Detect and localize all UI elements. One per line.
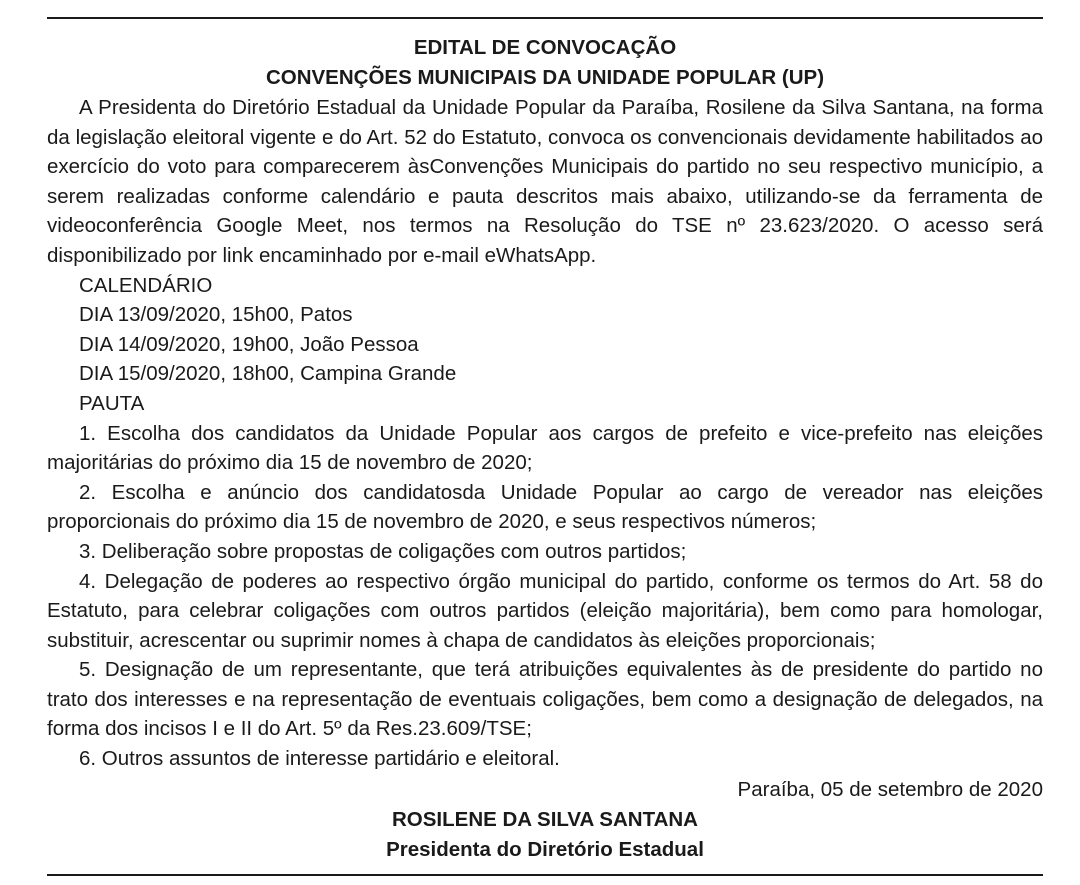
signer-title: Presidenta do Diretório Estadual (386, 837, 704, 861)
notice-document (47, 33, 1043, 865)
calendar-item-2: DIA 14/09/2020, 19h00, João Pessoa (79, 332, 419, 356)
calendar-heading: CALENDÁRIO (79, 273, 213, 297)
notice-subtitle: CONVENÇÕES MUNICIPAIS DA UNIDADE POPULAR (UP) (265, 66, 825, 89)
notice-title: EDITAL DE CONVOCAÇÃO (413, 36, 677, 59)
intro-paragraph: A Presidenta do Diretório Estadual da Unidade Popular da Paraíba, Rosilene da Silva Santana, na forma da legislação eleitoral vigente e do Art. 52 do Estatuto, convoca os convencionais devidamente habilitados ao exercício do voto para comparecerem àsConvenções Municipais do partido no seu respectivo município, a serem realizadas conforme calendário e pauta descritos mais abaixo, utilizando-se da ferramenta de videoconferência Google Meet, nos termos na Resolução do TSE nº 23.623/2020. O acesso será disponibilizado por link encaminhado por e-mail eWhatsApp. (47, 96, 1043, 267)
calendar-item-1: DIA 13/09/2020, 15h00, Patos (79, 303, 353, 327)
agenda-item-6: 6. Outros assuntos de interesse partidário e eleitoral. (79, 747, 560, 771)
agenda-item-4: 4. Delegação de poderes ao respectivo órgão municipal do partido, conforme os termos do Art. 58 do Estatuto, para celebrar coligações com outros partidos (eleição majoritária), bem como para homologar, substituir, acrescentar ou suprimir nomes à chapa de candidatos às eleições proporcionais; (47, 569, 1043, 652)
top-rule (47, 17, 1043, 19)
agenda-item-5: 5. Designação de um representante, que terá atribuições equivalentes às de presidente do partido no trato dos interesses e na representação de eventuais coligações, bem como a designação de delegados, na forma dos incisos I e II do Art. 5º da Res.23.609/TSE; (47, 658, 1043, 741)
calendar-item-3: DIA 15/09/2020, 18h00, Campina Grande (79, 362, 457, 386)
bottom-rule (47, 874, 1043, 876)
agenda-item-1: 1. Escolha dos candidatos da Unidade Popular aos cargos de prefeito e vice-prefeito nas eleições majoritárias do próximo dia 15 de novembro de 2020; (47, 421, 1043, 475)
agenda-heading: PAUTA (79, 391, 145, 415)
agenda-item-2: 2. Escolha e anúncio dos candidatosda Unidade Popular ao cargo de vereador nas eleições proporcionais do próximo dia 15 de novembro de 2020, e seus respectivos números; (47, 480, 1043, 534)
place-date: Paraíba, 05 de setembro de 2020 (737, 777, 1043, 801)
agenda-item-3: 3. Deliberação sobre propostas de coligações com outros partidos; (79, 539, 687, 563)
signer-name: ROSILENE DA SILVA SANTANA (392, 807, 698, 831)
